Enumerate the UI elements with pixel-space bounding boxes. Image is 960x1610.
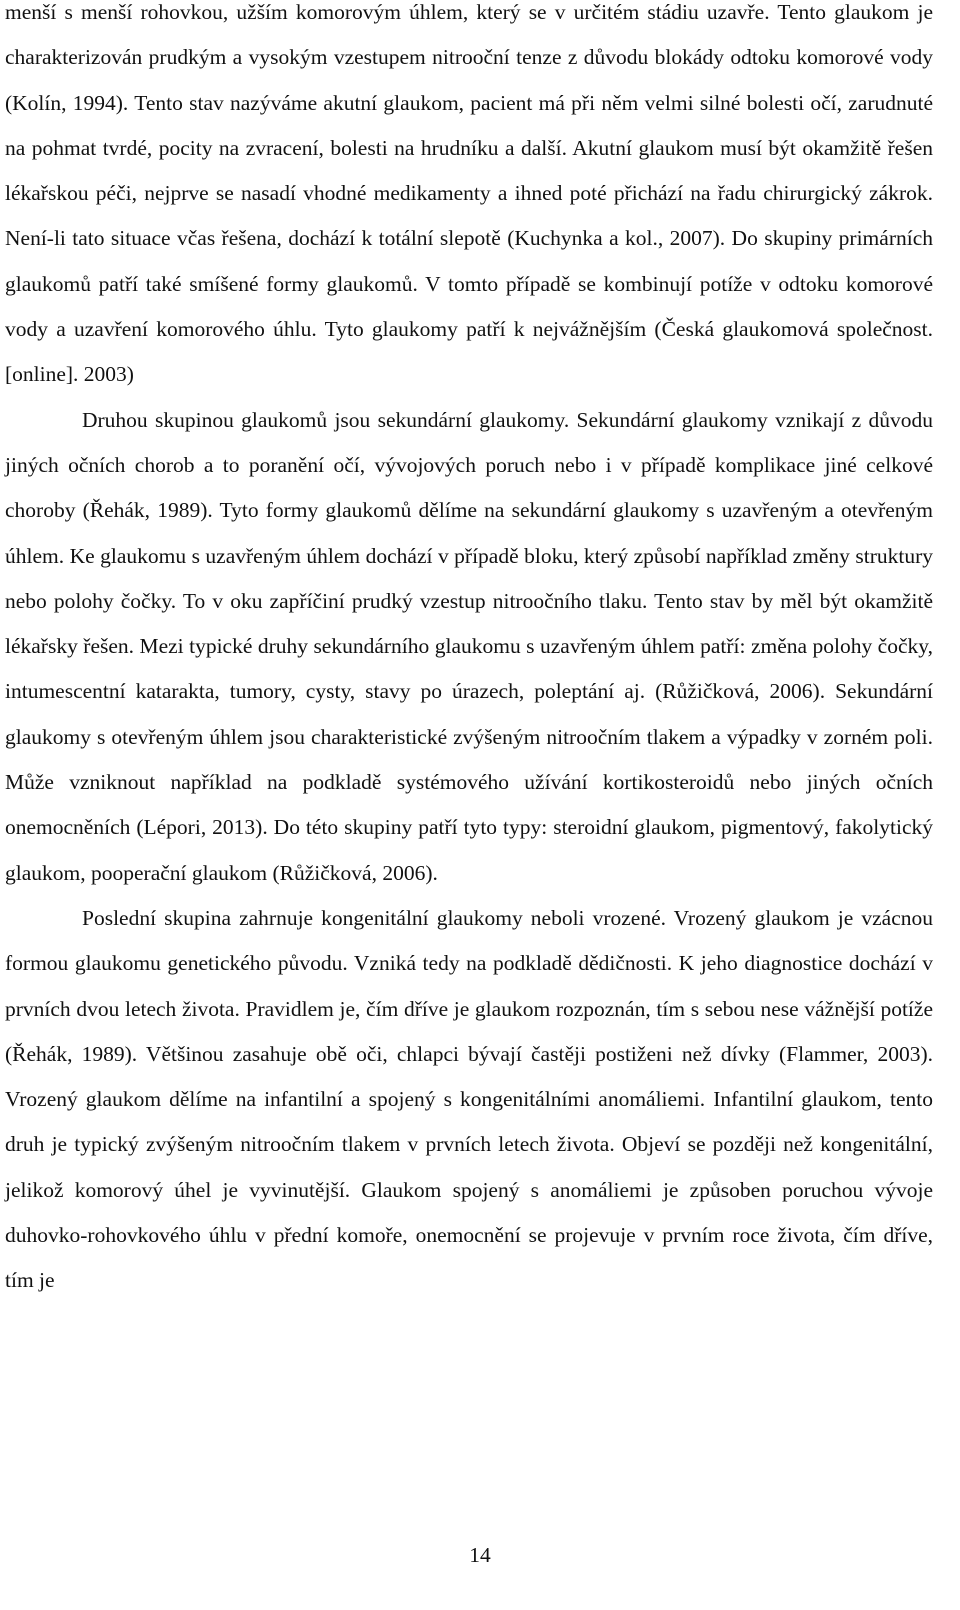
- paragraph-primary-glaucoma-continued: menší s menší rohovkou, užším komorovým úhlem, který se v určitém stádiu uzavře. Tento glaukom je charakterizován prudkým a vysokým vzestupem nitrooční tenze z důvodu blokády odtoku komorové vody (Kolín, 1994). Tento stav nazýváme akutní glaukom, pacient má při něm velmi silné bolesti očí, zarudnuté na pohmat tvrdé, pocity na zvracení, bolesti na hrudníku a další. Akutní glaukom musí být okamžitě řešen lékařskou péči, nejprve se nasadí vhodné medikamenty a ihned poté přichází na řadu chirurgický zákrok. Není-li tato situace včas řešena, dochází k totální slepotě (Kuchynka a kol., 2007). Do skupiny primárních glaukomů patří také smíšené formy glaukomů. V tomto případě se kombinují potíže v odtoku komorové vody a uzavření komorového úhlu. Tyto glaukomy patří k nejvážnějším (Česká glaukomová společnost. [online]. 2003): [5, 0, 933, 387]
- paragraph-congenital-glaucoma: Poslední skupina zahrnuje kongenitální glaukomy neboli vrozené. Vrozený glaukom je vzácnou formou glaukomu genetického původu. Vzniká tedy na podkladě dědičnosti. K jeho diagnostice dochází v prvních dvou letech života. Pravidlem je, čím dříve je glaukom rozpoznán, tím s sebou nese vážnější potíže (Řehák, 1989). Většinou zasahuje obě oči, chlapci bývají častěji postiženi než dívky (Flammer, 2003). Vrozený glaukom dělíme na infantilní a spojený s kongenitálními anomáliemi. Infantilní glaukom, tento druh je typický zvýšeným nitroočním tlakem v prvních letech života. Objeví se později než kongenitální, jelikož komorový úhel je vyvinutější. Glaukom spojený s anomáliemi je způsoben poruchou vývoje duhovko-rohovkového úhlu v přední komoře, onemocnění se projevuje v prvním roce života, čím dříve, tím je: [5, 905, 933, 1293]
- page-number: 14: [469, 1543, 491, 1567]
- body-text: [5, 0, 933, 1304]
- paragraph-secondary-glaucoma: Druhou skupinou glaukomů jsou sekundární glaukomy. Sekundární glaukomy vznikají z důvodu jiných očních chorob a to poranění očí, vývojových poruch nebo i v případě komplikace jiné celkové choroby (Řehák, 1989). Tyto formy glaukomů dělíme na sekundární glaukomy s uzavřeným a otevřeným úhlem. Ke glaukomu s uzavřeným úhlem dochází v případě bloku, který způsobí například změny struktury nebo polohy čočky. To v oku zapříčiní prudký vzestup nitroočního tlaku. Tento stav by měl být okamžitě lékařsky řešen. Mezi typické druhy sekundárního glaukomu s uzavřeným úhlem patří: změna polohy čočky, intumescentní katarakta, tumory, cysty, stavy po úrazech, poleptání aj. (Růžičková, 2006). Sekundární glaukomy s otevřeným úhlem jsou charakteristické zvýšeným nitroočním tlakem a výpadky v zorném poli. Může vzniknout například na podkladě systémového užívání kortikosteroidů nebo jiných očních onemocněních (Lépori, 2013). Do této skupiny patří tyto typy: steroidní glaukom, pigmentový, fakolytický glaukom, pooperační glaukom (Růžičková, 2006).: [5, 407, 933, 885]
